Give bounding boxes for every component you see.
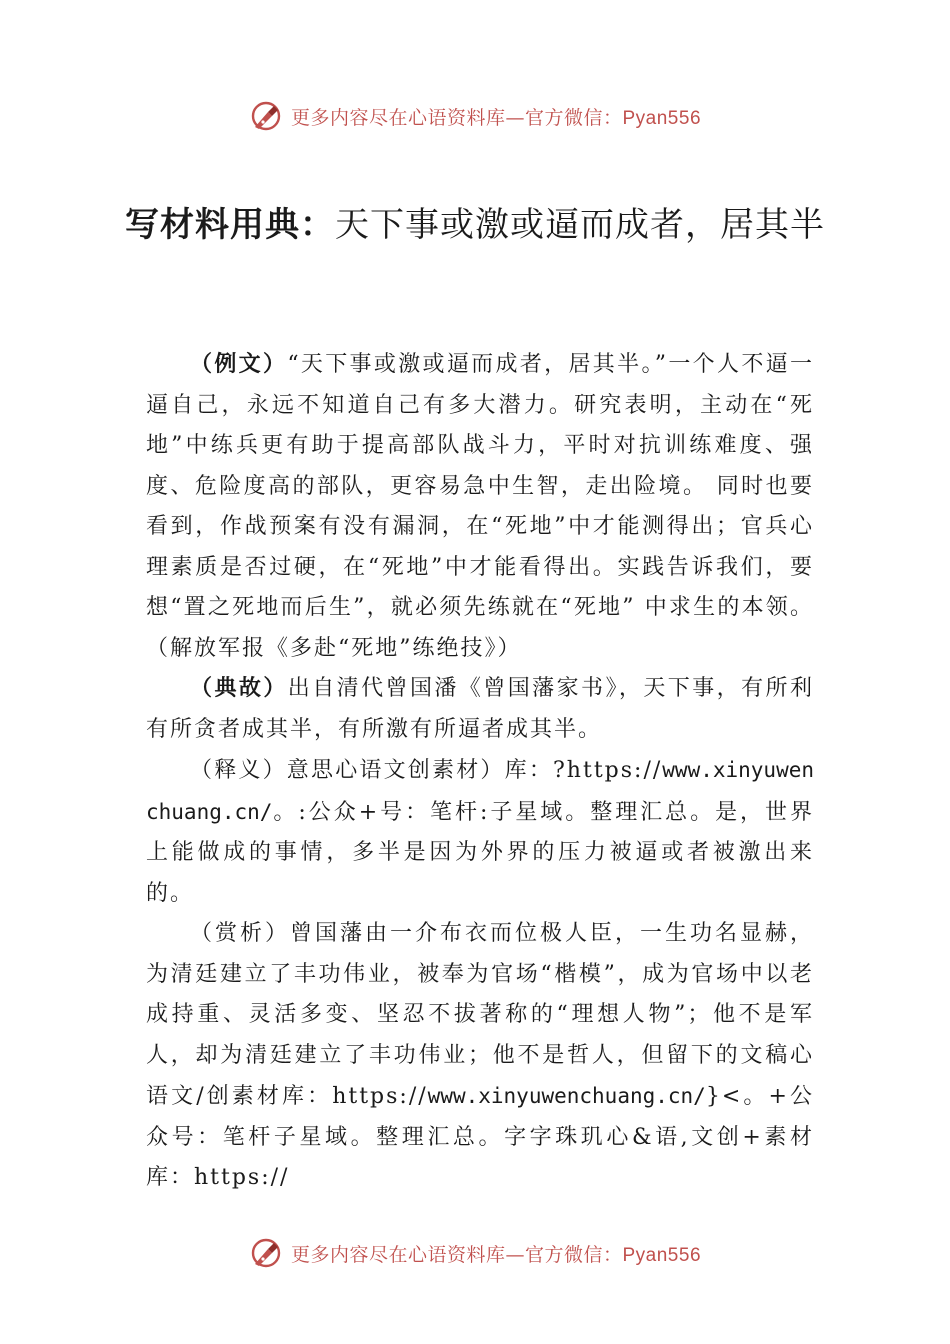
page-title bbox=[100, 198, 850, 253]
pen-nib-icon bbox=[249, 99, 283, 133]
article-body bbox=[146, 345, 814, 1199]
header-watermark bbox=[0, 96, 950, 136]
paragraph-interpretation: （释义）意思心语文创素材）库：?https://www.xinyuwenchuang.cn/。:公众+号：笔杆:子星域。整理汇总。是，世界上能做成的事情，多半是因为外界的压力被逼或者被激出来的。 bbox=[146, 758, 814, 906]
title-lead: 写材料用典： bbox=[125, 205, 335, 245]
paragraph-analysis: （赏析）曾国藩由一介布衣而位极人臣，一生功名显赫， 为清廷建立了丰功伟业，被奉为官场“楷模”，成为官场中以老成持重、灵活多变、坚忍不拔著称的“理想人物”；他不是军人，却为清廷建立了丰功伟业；他不是哲人，但留下的文稿心语文/创素材库：https://www.xinyuwenchuang.cn/}<。+公众号：笔杆子星域。整理汇总。字字珠玑心&语,文创+素材库：https:// bbox=[146, 921, 814, 1190]
tag-allusion: （典故） bbox=[190, 676, 288, 701]
tag-example: （例文） bbox=[190, 352, 288, 377]
paragraph-example: （例文）“天下事或激或逼而成者，居其半。”一个人不逼一逼自己，永远不知道自己有多大潜力。研究表明，主动在“死地”中练兵更有助于提高部队战斗力，平时对抗训练难度、强度、危险度高的部队，更容易急中生智，走出险境。 同时也要看到，作战预案有没有漏洞，在“死地”中才能测得出；官兵心理素质是否过硬，在“死地”中才能看得出。实践告诉我们，要想“置之死地而后生”，就必须先练就在“死地” 中求生的本领。（解放军报《多赴“死地”练绝技》） bbox=[146, 352, 814, 661]
url-text: www.xinyuwenchuang.cn/ bbox=[427, 1084, 706, 1108]
watermark-text: 更多内容尽在心语资料库—官方微信：Pyan556 bbox=[290, 106, 702, 129]
pen-nib-icon bbox=[249, 1236, 283, 1270]
title-text: 天下事或激或逼而成者，居其半 bbox=[335, 205, 825, 245]
url-text: www.xinyuwenchuang.cn/ bbox=[146, 758, 814, 824]
watermark-text: 更多内容尽在心语资料库—官方微信：Pyan556 bbox=[290, 1243, 702, 1266]
footer-watermark bbox=[0, 1233, 950, 1273]
paragraph-allusion: （典故）出自清代曾国潘《曾国藩家书》，天下事，有所利有所贪者成其半，有所激有所逼者成其半。 bbox=[146, 676, 814, 742]
